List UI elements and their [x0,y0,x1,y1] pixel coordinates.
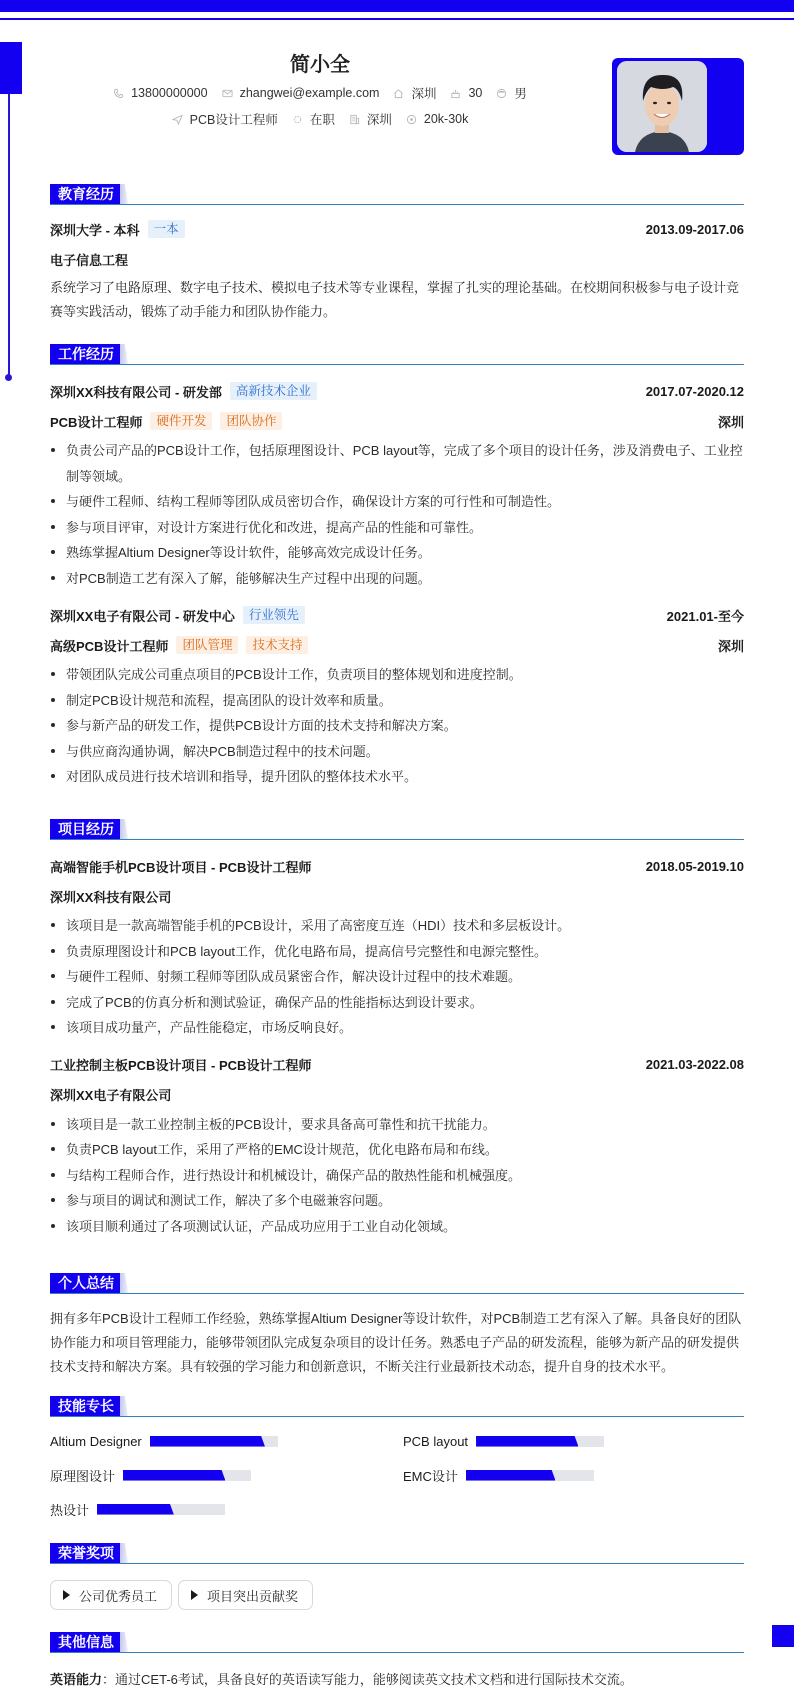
skill-label: PCB layout [403,1433,469,1449]
resume-header [50,50,590,132]
contact-position: PCB设计工程师 [172,110,278,128]
position-tag: 团队协作 [220,412,282,430]
job-position: 高级PCB设计工程师 [50,638,169,654]
education-date: 2013.09-2017.06 [645,221,744,237]
section-title: 项目经历 [50,819,122,839]
section-title-decoration [120,819,128,839]
list-item: 与结构工程师合作，进行热设计和机械设计，确保产品的散热性能和机械强度。 [50,1163,744,1189]
project-bullets [50,1112,744,1240]
skill-bar-fill [150,1436,265,1447]
contact-status: 在职 [292,110,335,128]
contact-phone: 13800000000 [113,86,207,100]
position-tag: 技术支持 [246,636,308,654]
skill-bar-fill [123,1470,225,1481]
skill-bar-fill [97,1504,174,1515]
skill-bar [466,1470,594,1481]
job-location: 深圳 [717,638,744,654]
list-item: 该项目是一款工业控制主板的PCB设计，要求具备高可靠性和抗干扰能力。 [50,1112,744,1138]
section-title: 个人总结 [50,1273,122,1293]
avatar [617,61,707,152]
major: 电子信息工程 [50,252,129,268]
work-section [50,343,744,790]
left-timeline-line [8,94,10,378]
awards-list [50,1580,744,1610]
job-date: 2017.07-2020.12 [645,383,744,399]
skill-item [50,1499,403,1519]
section-title-decoration [120,1396,128,1416]
skills-grid [50,1431,744,1519]
other-section [50,1631,744,1691]
status-icon [292,114,303,125]
awards-section [50,1542,744,1610]
home-icon [393,88,404,99]
school-tag: 一本 [148,220,185,238]
skill-item [403,1431,744,1451]
section-title-decoration [120,344,128,364]
project-date: 2018.05-2019.10 [645,858,744,874]
other-info-key: 英语能力 [50,1672,103,1687]
job-entry [50,378,744,591]
section-title: 技能专长 [50,1396,122,1416]
skill-label: EMC设计 [403,1468,458,1484]
section-header [50,818,744,840]
list-item: 负责PCB layout工作，采用了严格的EMC设计规范，优化电路布局和布线。 [50,1137,744,1163]
top-accent-band [0,0,794,12]
skill-bar-fill [466,1470,556,1481]
job-date: 2021.01-至今 [666,608,744,624]
company-name: 深圳XX电子有限公司 - 研发中心 [50,608,235,624]
project-company: 深圳XX科技有限公司 [50,889,172,905]
photo-frame [612,58,744,155]
school-name: 深圳大学 - 本科 [50,222,140,238]
summary-section [50,1272,744,1379]
list-item: 与硬件工程师、结构工程师等团队成员密切合作，确保设计方案的可行性和可制造性。 [50,489,744,515]
project-company: 深圳XX电子有限公司 [50,1088,172,1103]
list-item: 参与项目的调试和测试工作，解决了多个电磁兼容问题。 [50,1188,744,1214]
section-header [50,343,744,365]
skill-label: Altium Designer [50,1433,142,1449]
education-description: 系统学习了电路原理、数字电子技术、模拟电子技术等专业课程，掌握了扎实的理论基础。在校期间积极参与电子设计竞赛等实践活动，锻炼了动手能力和团队协作能力。 [50,280,740,319]
section-title-decoration [120,1273,128,1293]
job-bullets [50,662,744,790]
contact-age: 30 [450,86,482,100]
salary-icon [406,114,417,125]
company-name: 深圳XX科技有限公司 - 研发部 [50,384,222,400]
education-section [50,183,744,324]
list-item: 该项目顺利通过了各项测试认证，产品成功应用于工业自动化领域。 [50,1214,744,1240]
section-header [50,1395,744,1417]
age-icon [450,88,461,99]
send-icon [172,114,183,125]
candidate-name: 简小全 [290,54,350,76]
contact-work-city: 深圳 [349,110,392,128]
section-title: 工作经历 [50,344,122,364]
play-triangle-icon [63,1590,70,1600]
contact-salary: 20k-30k [406,112,468,126]
summary-text: 拥有多年PCB设计工程师工作经验，熟练掌握Altium Designer等设计软件，对PCB制造工艺有深入了解。具备良好的团队协作能力和项目管理能力，能够带领团队完成复杂项目的设计任务。熟悉电子产品的研发流程，能够为新产品的研发提供技术支持和解决方案。具有较强的学习能力和创新意识，不断关注行业最新技术动态，提升自身的技术水平。 [50,1311,742,1374]
job-entry [50,602,744,790]
job-position: PCB设计工程师 [50,414,143,430]
skills-section [50,1395,744,1519]
left-accent-block [0,42,22,94]
phone-icon [113,88,124,99]
contact-row-1 [50,80,590,106]
skill-bar [476,1436,604,1447]
project-name: 工业控制主板PCB设计项目 - PCB设计工程师 [50,1058,312,1073]
award-item[interactable]: 公司优秀员工 [50,1580,172,1610]
section-header [50,1272,744,1294]
list-item: 与硬件工程师、射频工程师等团队成员紧密合作，解决设计过程中的技术难题。 [50,964,744,990]
list-item: 带领团队完成公司重点项目的PCB设计工作，负责项目的整体规划和进度控制。 [50,662,744,688]
skill-label: 原理图设计 [50,1468,116,1484]
section-header [50,183,744,205]
project-entry [50,1052,744,1240]
list-item: 对团队成员进行技术培训和指导，提升团队的整体技术水平。 [50,764,744,790]
education-row [50,216,744,242]
section-header [50,1631,744,1653]
project-entry [50,853,744,1041]
projects-section [50,818,744,1239]
list-item: 完成了PCB的仿真分析和测试验证，确保产品的性能指标达到设计要求。 [50,990,744,1016]
major-row [50,246,744,272]
company-tag: 行业领先 [243,606,305,624]
list-item: 参与新产品的研发工作，提供PCB设计方面的技术支持和解决方案。 [50,713,744,739]
section-title-decoration [120,1632,128,1652]
mail-icon [222,88,233,99]
skill-item [50,1431,403,1451]
other-info-value: 通过CET-6考试，具备良好的英语读写能力，能够阅读英文技术文档和进行国际技术交流。 [115,1672,633,1687]
right-accent-block [772,1625,794,1647]
project-date: 2021.03-2022.08 [645,1057,744,1072]
position-tag: 团队管理 [176,636,238,654]
list-item: 对PCB制造工艺有深入了解，能够解决生产过程中出现的问题。 [50,566,744,592]
skill-bar-fill [476,1436,578,1447]
skill-label: 热设计 [50,1502,90,1518]
skill-bar [97,1504,225,1515]
list-item: 该项目成功量产，产品性能稳定，市场反响良好。 [50,1015,744,1041]
skill-item [403,1465,744,1485]
other-info-line: 英语能力：通过CET-6考试，具备良好的英语读写能力，能够阅读英文技术文档和进行国际技术交流。 [50,1672,633,1687]
list-item: 该项目是一款高端智能手机的PCB设计，采用了高密度互连（HDI）技术和多层板设计。 [50,913,744,939]
section-header [50,1542,744,1564]
company-tag: 高新技术企业 [230,382,317,400]
skill-bar [123,1470,251,1481]
section-title-decoration [120,1543,128,1563]
list-item: 与供应商沟通协调，解决PCB制造过程中的技术问题。 [50,739,744,765]
skill-item [50,1465,403,1485]
contact-email: zhangwei@example.com [222,86,380,100]
section-title: 荣誉奖项 [50,1543,122,1563]
list-item: 制定PCB设计规范和流程，提高团队的设计效率和质量。 [50,688,744,714]
list-item: 熟练掌握Altium Designer等设计软件，能够高效完成设计任务。 [50,540,744,566]
job-bullets [50,438,744,591]
gender-icon [496,88,507,99]
project-bullets [50,913,744,1041]
list-item: 参与项目评审，对设计方案进行优化和改进，提高产品的性能和可靠性。 [50,515,744,541]
section-title-decoration [120,184,128,204]
project-name: 高端智能手机PCB设计项目 - PCB设计工程师 [50,859,312,875]
play-triangle-icon [191,1590,198,1600]
position-tag: 硬件开发 [150,412,212,430]
list-item: 负责公司产品的PCB设计工作，包括原理图设计、PCB layout等，完成了多个项目的设计任务，涉及消费电子、工业控制等领域。 [50,438,744,489]
skill-bar [150,1436,278,1447]
section-title: 教育经历 [50,184,122,204]
contact-city: 深圳 [393,84,436,102]
job-location: 深圳 [717,414,744,430]
left-timeline-dot [5,374,12,381]
top-accent-line [0,18,794,20]
contact-gender: 男 [496,84,527,102]
list-item: 负责原理图设计和PCB layout工作，优化电路布局，提高信号完整性和电源完整性。 [50,939,744,965]
contact-row-2 [50,106,590,132]
building-icon [349,114,360,125]
section-title: 其他信息 [50,1632,122,1652]
award-item[interactable]: 项目突出贡献奖 [178,1580,313,1610]
